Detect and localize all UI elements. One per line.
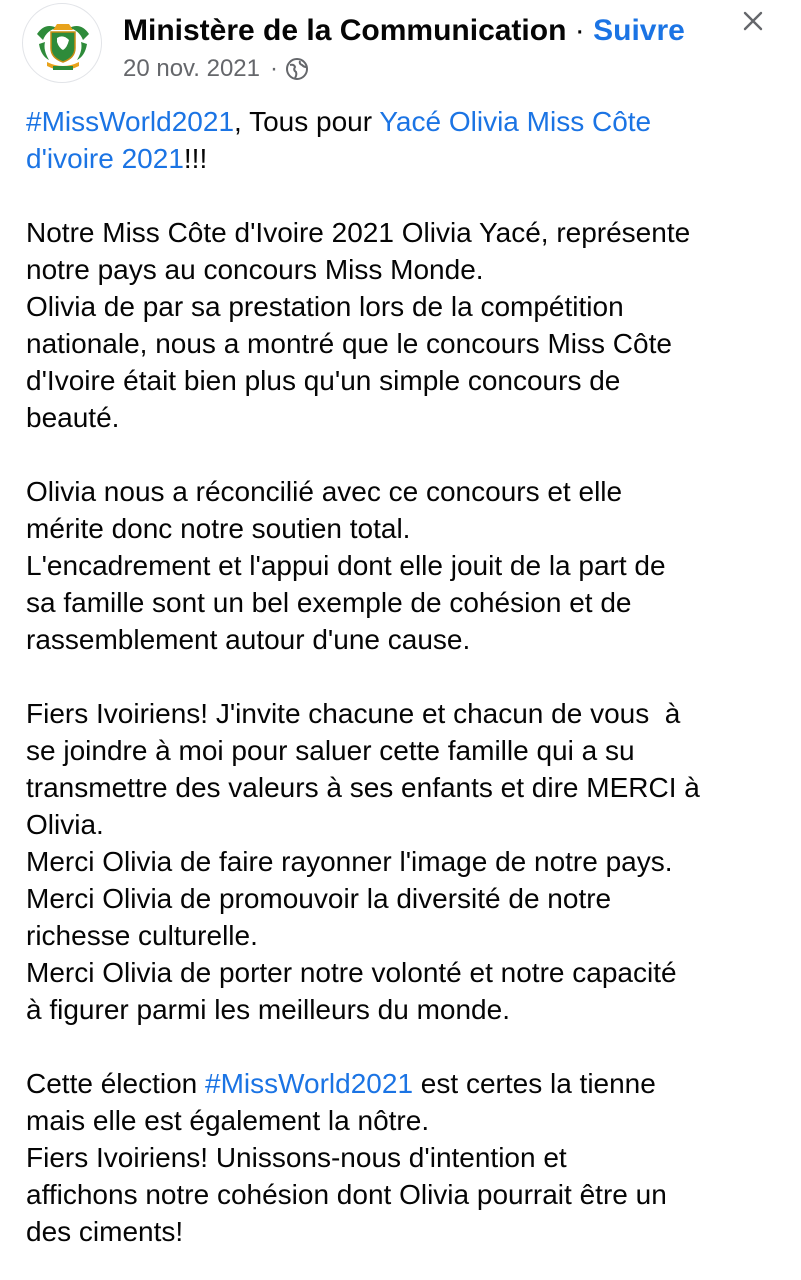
text-line: transmettre des valeurs à ses enfants et dire MERCI à xyxy=(26,772,700,803)
text-line: Olivia. xyxy=(26,809,104,840)
globe-icon[interactable] xyxy=(285,57,309,81)
post-meta xyxy=(123,55,309,83)
post-header xyxy=(0,0,801,100)
paragraph-gap xyxy=(26,658,786,695)
paragraph-gap xyxy=(26,436,786,473)
post-body xyxy=(26,103,786,1250)
text-line: Merci Olivia de porter notre volonté et notre capacité xyxy=(26,957,677,988)
text-line: rassemblement autour d'une cause. xyxy=(26,624,471,655)
text-line: mérite donc notre soutien total. xyxy=(26,513,411,544)
coat-of-arms-logo xyxy=(23,4,102,83)
text-line: Olivia nous a réconcilié avec ce concours et elle xyxy=(26,476,623,507)
text-segment: Cette élection xyxy=(26,1068,205,1099)
paragraph-gap xyxy=(26,177,786,214)
text-line: notre pays au concours Miss Monde. xyxy=(26,254,484,285)
intro-exclaim: !!! xyxy=(183,143,208,174)
text-line: Olivia de par sa prestation lors de la compétition xyxy=(26,291,624,322)
text-line: beauté. xyxy=(26,402,120,433)
text-line: Notre Miss Côte d'Ivoire 2021 Olivia Yacé, représente xyxy=(26,217,691,248)
text-line: affichons notre cohésion dont Olivia pourrait être un xyxy=(26,1179,667,1210)
paragraph-gap xyxy=(26,1028,786,1065)
text-line: Merci Olivia de faire rayonner l'image de notre pays. xyxy=(26,846,673,877)
text-line: richesse culturelle. xyxy=(26,920,258,951)
post-date[interactable]: 20 nov. 2021 xyxy=(123,55,261,82)
hashtag-link[interactable]: #MissWorld2021 xyxy=(205,1068,414,1099)
page-name-link[interactable]: Ministère de la Communication xyxy=(123,14,567,47)
text-line: mais elle est également la nôtre. xyxy=(26,1105,430,1136)
text-line: se joindre à moi pour saluer cette famille qui a su xyxy=(26,735,635,766)
text-line: nationale, nous a montré que le concours Miss Côte xyxy=(26,328,672,359)
text-line: Merci Olivia de promouvoir la diversité de notre xyxy=(26,883,612,914)
intro-text: , Tous pour xyxy=(234,106,380,137)
text-line: Fiers Ivoiriens! Unissons-nous d'intention et xyxy=(26,1142,567,1173)
title-separator: · xyxy=(574,14,585,47)
text-line: Fiers Ivoiriens! J'invite chacune et chacun de vous à xyxy=(26,698,681,729)
header-title-line xyxy=(123,13,685,49)
intro-line-2 xyxy=(26,140,786,177)
follow-button[interactable]: Suivre xyxy=(593,14,685,47)
mention-link-continued[interactable]: d'ivoire 2021 xyxy=(26,143,184,174)
page-avatar[interactable] xyxy=(22,3,102,83)
close-button[interactable] xyxy=(735,8,771,38)
hashtag-link[interactable]: #MissWorld2021 xyxy=(26,106,235,137)
text-line: sa famille sont un bel exemple de cohésion et de xyxy=(26,587,632,618)
text-line: des ciments! xyxy=(26,1216,184,1247)
intro-line-1 xyxy=(26,103,786,140)
text-line: à figurer parmi les meilleurs du monde. xyxy=(26,994,510,1025)
mention-link[interactable]: Yacé Olivia Miss Côte xyxy=(379,106,652,137)
text-line: L'encadrement et l'appui dont elle jouit de la part de xyxy=(26,550,666,581)
text-line: d'Ivoire était bien plus qu'un simple concours de xyxy=(26,365,621,396)
meta-separator: · xyxy=(270,55,279,82)
text-segment: est certes la tienne xyxy=(413,1068,656,1099)
close-icon xyxy=(742,10,764,37)
text-line xyxy=(26,1065,786,1102)
